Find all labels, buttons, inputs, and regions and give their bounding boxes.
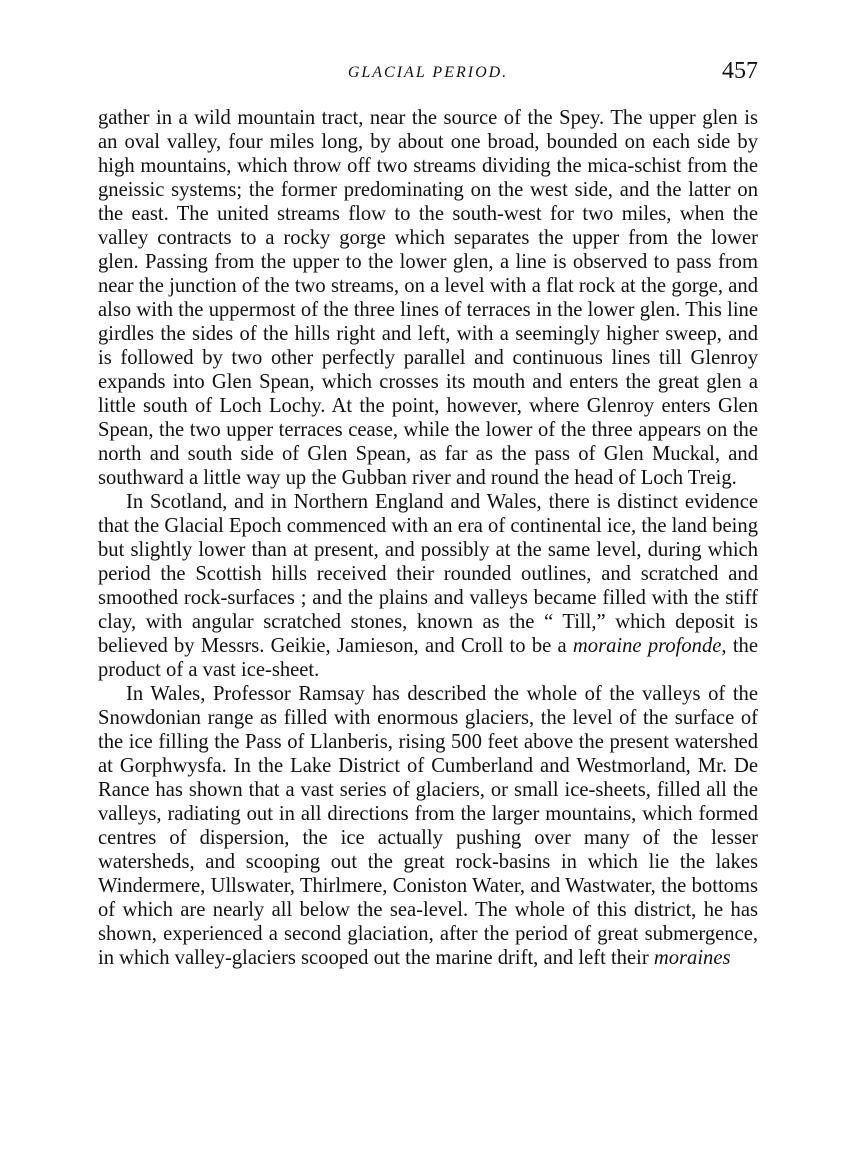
text-segment: gather in a wild mountain tract, near the source of the Spey. The upper glen is an oval valley, four miles long, by about one broad, bounded on each side by high mountains, which throw off two streams dividing the mica-schist from the gneissic systems; the former predominating on the west side, and the latter on the east. The united streams flow to the south-west for two miles, when the valley contracts to a rocky gorge which separates the upper from the lower glen. Passing from the upper to the lower glen, a line is observed to pass from near the junction of the two streams, on a level with a flat rock at the gorge, and also with the uppermost of the three lines of terraces in the lower glen. This line girdles the sides of the hills right and left, with a seemingly higher sweep, and is followed by two other perfectly parallel and continuous lines till Glenroy expands into Glen Spean, which crosses its mouth and enters the great glen a little south of Loch Lochy. At the point, however, where Glenroy enters Glen Spean, the two upper terraces cease, while the lower of the three appears on the north and south side of Glen Spean, as far as the pass of Glen Muckal, and southward a little way up the Gubban river and round the head of Loch Treig. — [98, 107, 758, 489]
page-number: 457 — [722, 58, 758, 84]
text-segment: In Wales, Professor Ramsay has described the whole of the valleys of the Snowdonian range as filled with enormous glaciers, the level of the surface of the ice filling the Pass of Llanberis, rising 500 feet above the present watershed at Gorphwysfa. In the Lake District of Cumberland and Westmorland, Mr. De Rance has shown that a vast series of glaciers, or small ice-sheets, filled all the valleys, radiating out in all directions from the larger mountains, which formed centres of dispersion, the ice actually pushing over many of the lesser watersheds, and scooping out the great rock-basins in which lie the lakes Windermere, Ullswater, Thirlmere, Coniston Water, and Wastwater, the bottoms of which are nearly all below the sea-level. The whole of this district, he has shown, experienced a second glaciation, after the period of great submergence, in which valley-glaciers scooped out the marine drift, and left their — [98, 683, 758, 969]
paragraph-3 — [98, 682, 758, 970]
paragraph-2 — [98, 490, 758, 682]
italic-term-moraines: moraines — [653, 947, 731, 969]
running-head — [98, 58, 758, 88]
body-text — [98, 106, 758, 970]
running-title: GLACIAL PERIOD. — [347, 64, 509, 81]
text-segment: In Scotland, and in Northern England and Wales, there is distinct evidence that the Glacial Epoch commenced with an era of continental ice, the land being but slightly lower than at present, and possibly at the same level, during which period the Scottish hills received their rounded outlines, and scratched and smoothed rock-surfaces ; and the plains and valleys became filled with the stiff clay, with angular scratched stones, known as the “ Till,” which deposit is believed by Messrs. Geikie, Jamieson, and Croll to be a — [98, 491, 758, 657]
text-segment: , the product of a vast ice-sheet. — [98, 635, 758, 681]
italic-term-moraine-profonde: moraine profonde — [572, 635, 722, 657]
paragraph-1 — [98, 106, 758, 490]
